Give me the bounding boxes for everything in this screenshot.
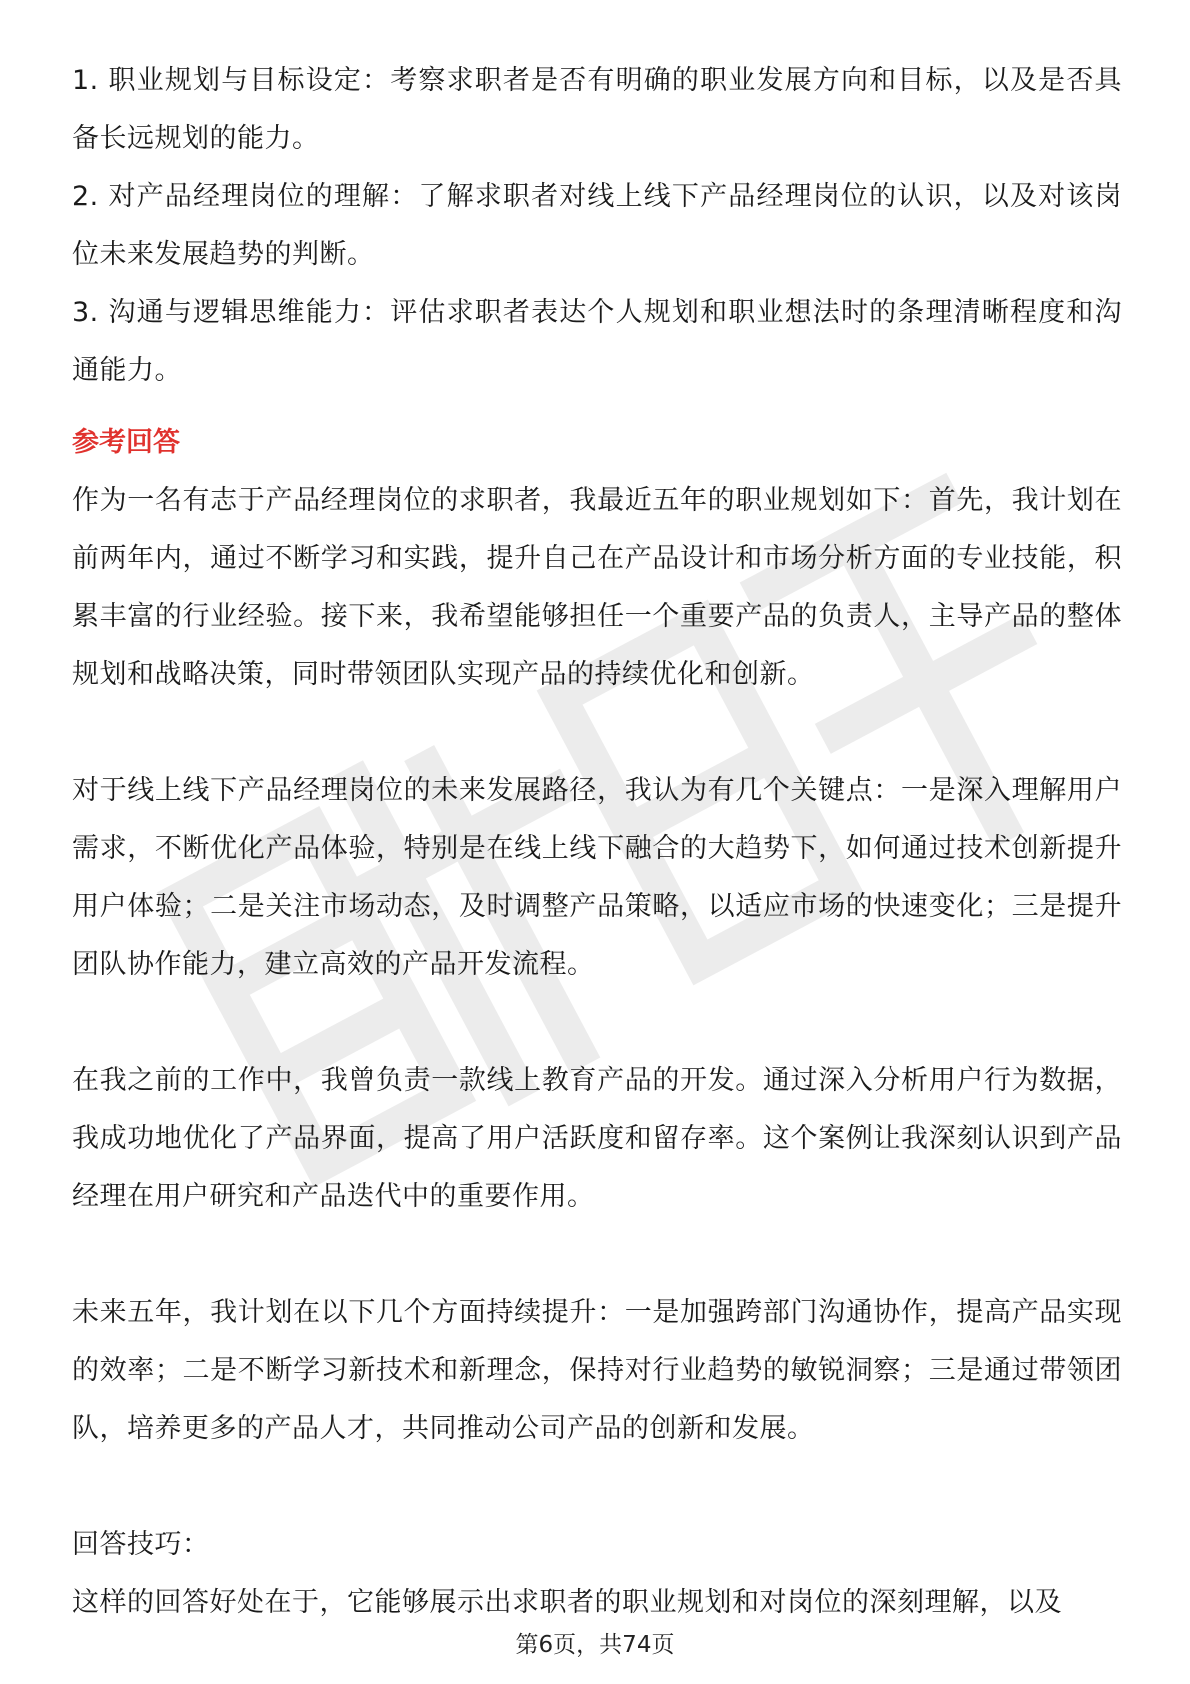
page-number-footer: 第6页，共74页 [515, 1632, 675, 1658]
page-content [72, 52, 1122, 1632]
criteria-item: 2. 对产品经理岗位的理解：了解求职者对线上线下产品经理岗位的认识，以及对该岗位未来发展趋势的判断。 [72, 181, 1122, 270]
answer-paragraph: 未来五年，我计划在以下几个方面持续提升：一是加强跨部门沟通协作，提高产品实现的效率；二是不断学习新技术和新理念，保持对行业趋势的敏锐洞察；三是通过带领团队，培养更多的产品人才，共同推动公司产品的创新和发展。 [72, 1297, 1122, 1444]
tips-paragraph: 这样的回答好处在于，它能够展示出求职者的职业规划和对岗位的深刻理解，以及 [72, 1587, 1062, 1618]
reference-answer-heading: 参考回答 [72, 427, 180, 458]
evaluation-criteria-list [72, 52, 1122, 400]
answer-paragraph: 在我之前的工作中，我曾负责一款线上教育产品的开发。通过深入分析用户行为数据，我成功地优化了产品界面，提高了用户活跃度和留存率。这个案例让我深刻认识到产品经理在用户研究和产品迭代中的重要作用。 [72, 1065, 1122, 1212]
answer-paragraph: 对于线上线下产品经理岗位的未来发展路径，我认为有几个关键点：一是深入理解用户需求，不断优化产品体验，特别是在线上线下融合的大趋势下，如何通过技术创新提升用户体验；二是关注市场动态，及时调整产品策略，以适应市场的快速变化；三是提升团队协作能力，建立高效的产品开发流程。 [72, 775, 1122, 980]
criteria-item: 1. 职业规划与目标设定：考察求职者是否有明确的职业发展方向和目标，以及是否具备长远规划的能力。 [72, 65, 1122, 154]
tips-heading: 回答技巧： [72, 1529, 210, 1560]
criteria-item: 3. 沟通与逻辑思维能力：评估求职者表达个人规划和职业想法时的条理清晰程度和沟通能力。 [72, 297, 1122, 386]
answer-paragraph: 作为一名有志于产品经理岗位的求职者，我最近五年的职业规划如下：首先，我计划在前两年内，通过不断学习和实践，提升自己在产品设计和市场分析方面的专业技能，积累丰富的行业经验。接下来，我希望能够担任一个重要产品的负责人，主导产品的整体规划和战略决策，同时带领团队实现产品的持续优化和创新。 [72, 485, 1122, 690]
